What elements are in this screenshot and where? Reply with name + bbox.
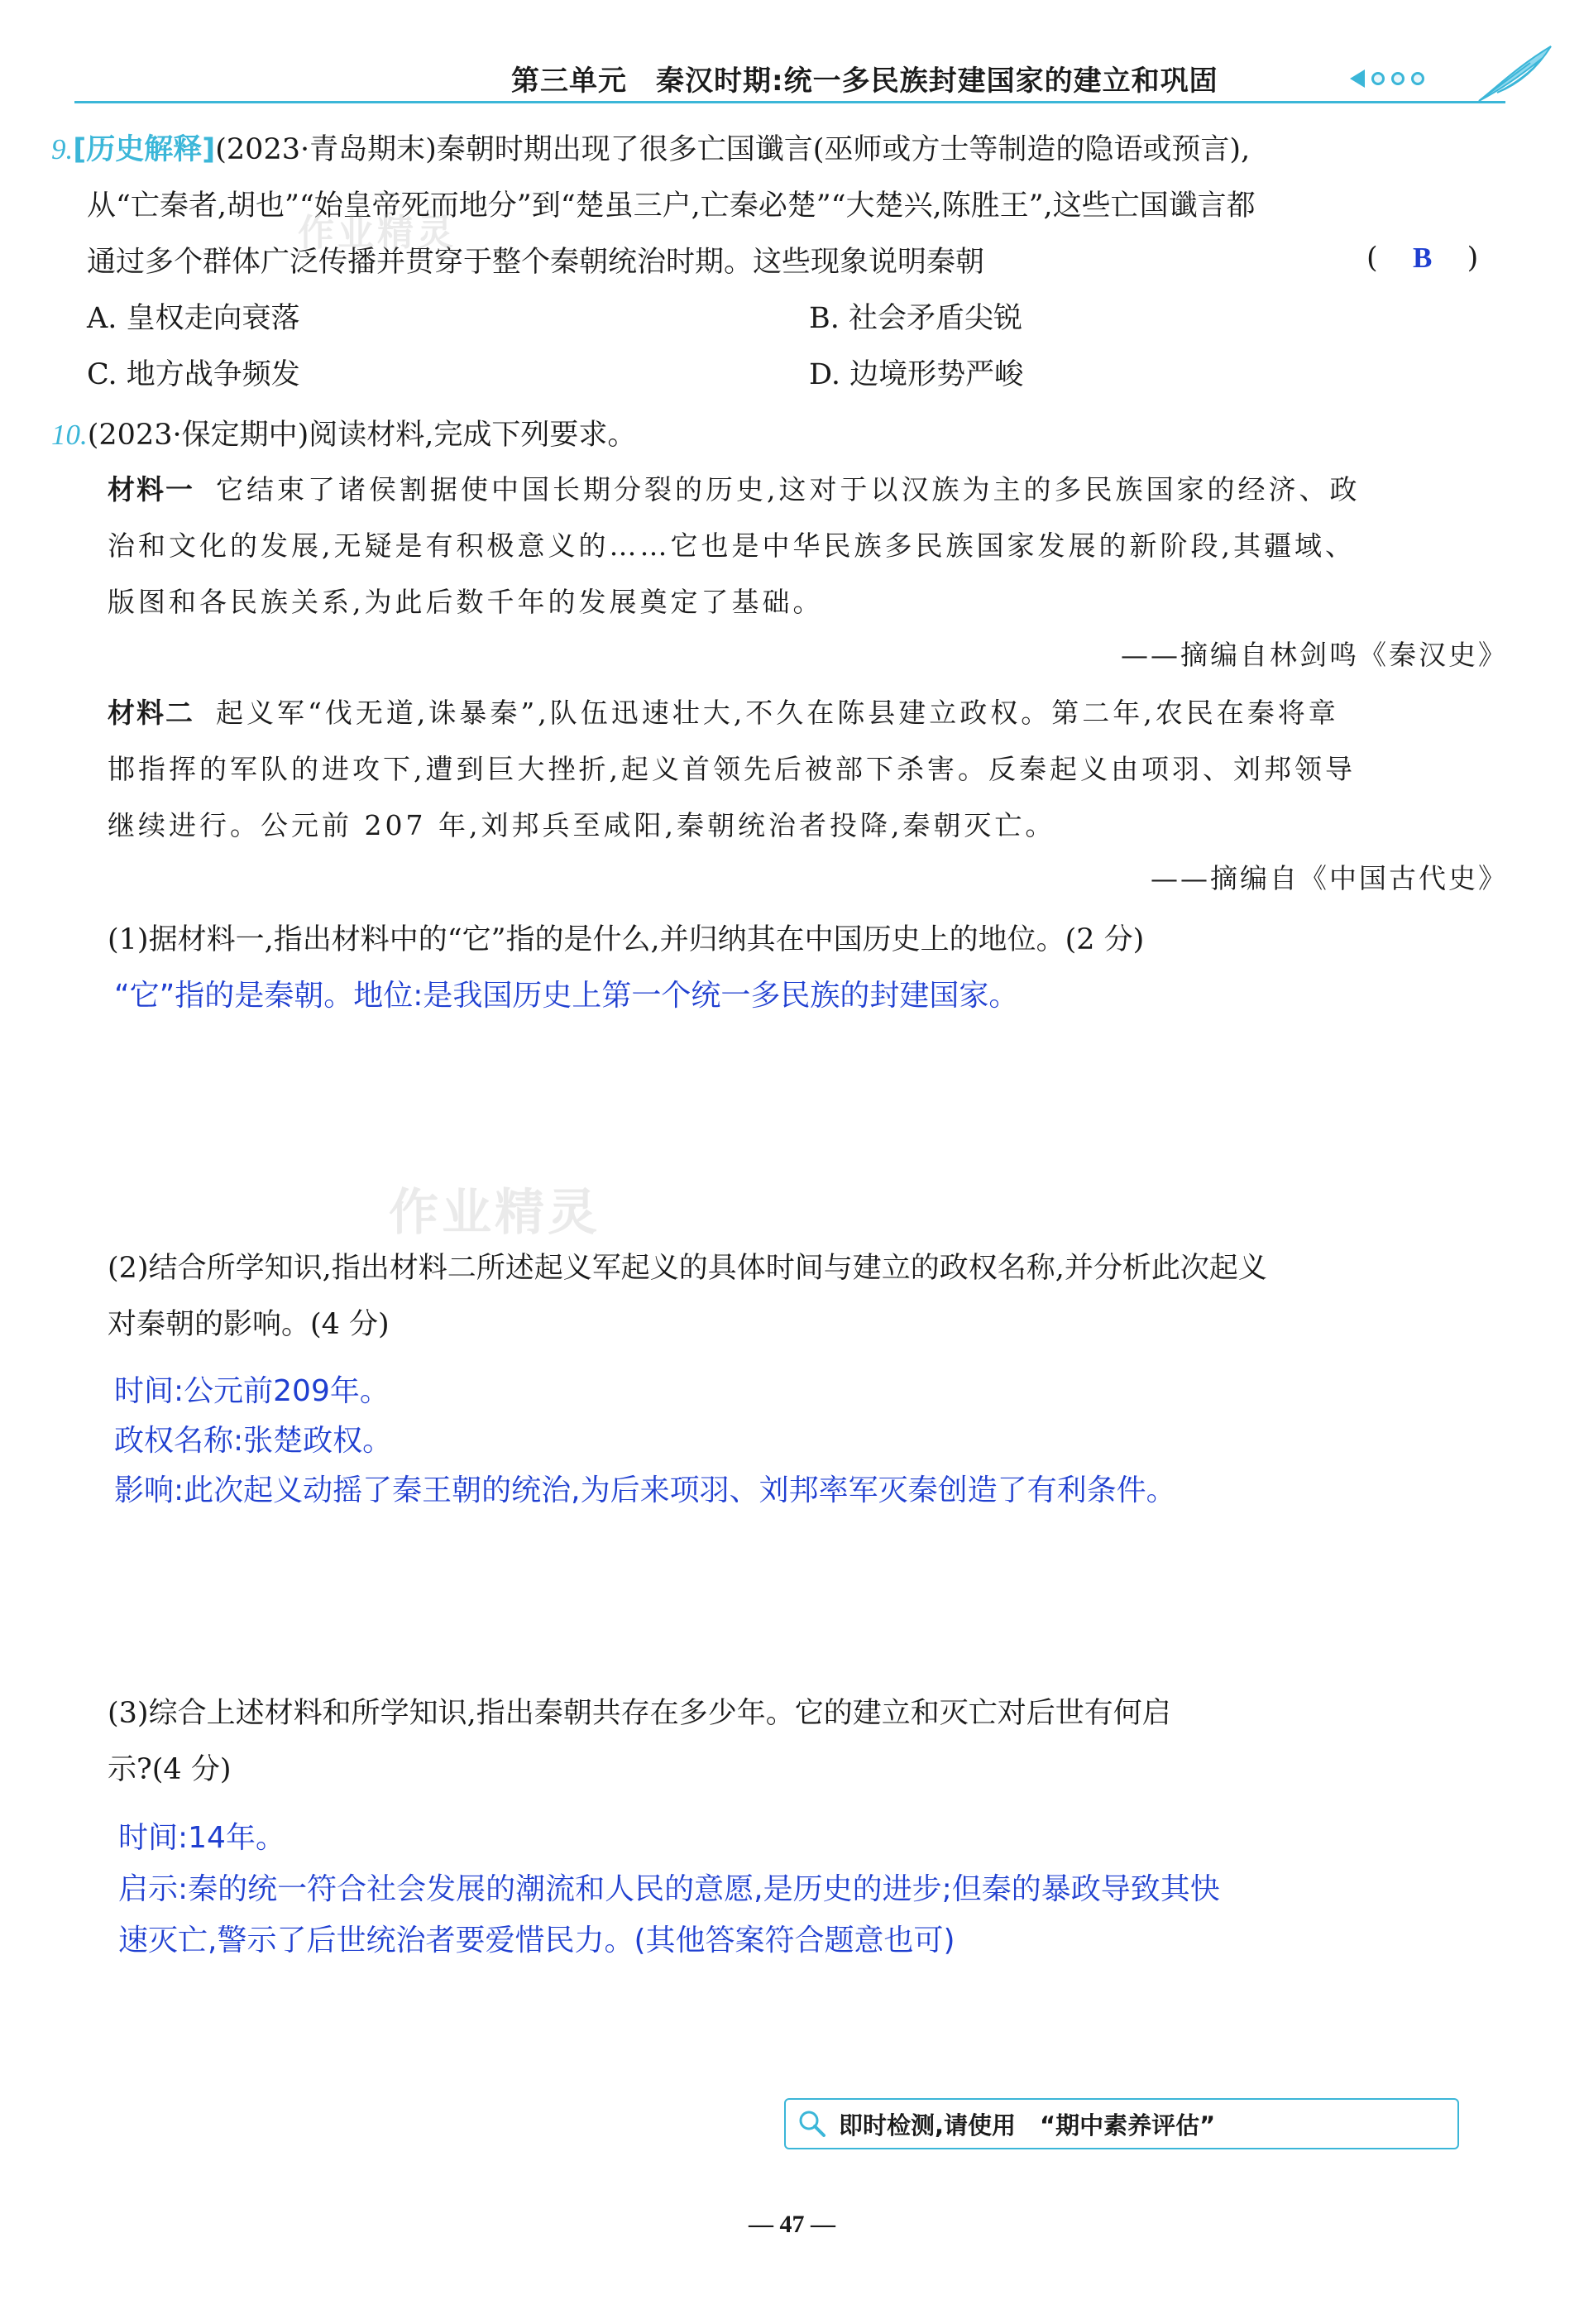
part3-answer-insight-2: 速灭亡,警示了后世统治者要爱惜民力。(其他答案符合题意也可) [118,1924,955,1957]
search-icon [797,2109,827,2139]
quick-check-text: 即时检测,请使用 “期中素养评估” [839,2111,1216,2140]
part2-question-line2: 对秦朝的影响。(4 分) [108,1308,390,1341]
material1-text: 它结束了诸侯割据使中国长期分裂的历史,这对于以汉族为主的多民族国家的经济、政 [216,473,1361,506]
q10-intro-line [51,418,636,453]
option-c: C. 地方战争频发 [87,358,300,391]
q10-intro: (2023·保定期中)阅读材料,完成下列要求。 [87,419,637,452]
material2-label: 材料二 [108,697,194,729]
part2-question-line1: (2)结合所学知识,指出材料二所述起义军起义的具体时间与建立的政权名称,并分析此次起义 [108,1252,1267,1285]
header-rule [74,101,1505,103]
watermark: 作业精灵 [389,1184,601,1242]
q9-line2: 从“亡秦者,胡也”“始皇帝死而地分”到“楚虽三户,亡秦必楚”“大楚兴,陈胜王”,这些亡国谶言都 [87,189,1256,223]
material2-source: ——摘编自《中国古代史》 [1151,862,1508,894]
part1-answer: “它”指的是秦朝。地位:是我国历史上第一个统一多民族的封建国家。 [114,979,1019,1013]
part3-answer-time: 时间:14年。 [118,1821,285,1855]
header-decoration [1350,69,1424,88]
category-tag: [历史解释] [73,133,216,166]
material2-line2: 邯指挥的军队的进攻下,遭到巨大挫折,起义首领先后被部下杀害。反秦起义由项羽、刘邦领导 [108,753,1356,785]
q9-text-1: (2023·青岛期末)秦朝时期出现了很多亡国谶言(巫师或方士等制造的隐语或预言), [215,133,1251,166]
q9-line3: 通过多个群体广泛传播并贯穿于整个秦朝统治时期。这些现象说明秦朝 [87,246,985,279]
question-number: 10. [51,419,88,451]
material2-line1 [108,697,1339,730]
part1-question: (1)据材料一,指出材料中的“它”指的是什么,并归纳其在中国历史上的地位。(2 分) [108,923,1145,956]
bracket-open: ( [1366,242,1378,275]
material1-source: ——摘编自林剑鸣《秦汉史》 [1121,639,1508,671]
bracket-close: ) [1467,242,1479,275]
part3-question-line2: 示?(4 分) [108,1753,232,1786]
material2-text: 起义军“伐无道,诛暴秦”,队伍迅速壮大,不久在陈县建立政权。第二年,农民在秦将章 [216,697,1339,729]
unit-title: 第三单元 秦汉时期:统一多民族封建国家的建立和巩固 [511,65,1218,98]
dot-icon [1371,72,1385,85]
arrow-left-icon [1350,69,1365,88]
material2-line3: 继续进行。公元前 207 年,刘邦兵至咸阳,秦朝统治者投降,秦朝灭亡。 [108,809,1056,841]
page-number: — 47 — [749,2211,835,2238]
dot-icon [1411,72,1424,85]
question-number: 9. [51,133,74,165]
feather-icon [1472,41,1555,108]
part3-question-line1: (3)综合上述材料和所学知识,指出秦朝共存在多少年。它的建立和灭亡对后世有何启 [108,1697,1171,1730]
q9-line1 [51,132,1250,167]
part2-answer-time: 时间:公元前209年。 [114,1374,390,1408]
part3-answer-insight-1: 启示:秦的统一符合社会发展的潮流和人民的意愿,是历史的进步;但秦的暴政导致其快 [118,1872,1220,1906]
page-header [0,0,1584,116]
dot-icon [1391,72,1405,85]
material1-line3: 版图和各民族关系,为此后数千年的发展奠定了基础。 [108,586,824,618]
option-b: B. 社会矛盾尖锐 [809,302,1022,335]
material1-line1 [108,473,1361,506]
q9-answer: B [1412,242,1433,274]
option-a: A. 皇权走向衰落 [87,302,300,335]
q9-answer-bracket [1366,241,1478,276]
option-d: D. 边境形势严峻 [809,358,1024,391]
part2-answer-regime: 政权名称:张楚政权。 [114,1424,393,1458]
watermark: 作业精灵 [298,212,457,254]
quick-check-box [784,2098,1459,2149]
part2-answer-impact: 影响:此次起义动摇了秦王朝的统治,为后来项羽、刘邦率军灭秦创造了有利条件。 [114,1473,1176,1507]
material1-line2: 治和文化的发展,无疑是有积极意义的……它也是中华民族多民族国家发展的新阶段,其疆域、 [108,529,1356,562]
material1-label: 材料一 [108,473,194,506]
